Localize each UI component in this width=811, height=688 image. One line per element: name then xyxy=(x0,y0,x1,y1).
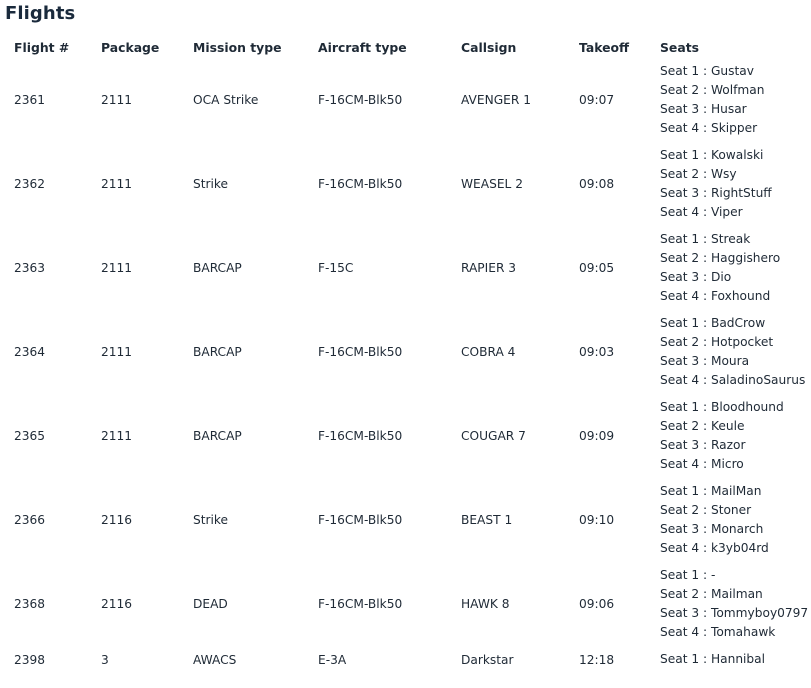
seat-entry: Seat 4 : Foxhound xyxy=(660,288,771,303)
aircraft-type-cell: F-16CM-Blk50 xyxy=(318,93,403,107)
seat-entry: Seat 2 : Mailman xyxy=(660,587,763,602)
table-row xyxy=(5,478,811,562)
aircraft-type-cell: F-16CM-Blk50 xyxy=(318,177,403,191)
seat-entry: Seat 1 : Bloodhound xyxy=(660,400,784,415)
mission-type-cell: Strike xyxy=(193,513,229,527)
package-cell: 2111 xyxy=(101,345,133,359)
callsign-cell: HAWK 8 xyxy=(461,597,510,611)
seats-cell xyxy=(651,310,811,394)
seat-entry: Seat 3 : Moura xyxy=(660,354,750,368)
seat-entry: Seat 3 : Husar xyxy=(660,102,747,116)
column-header-callsign: Callsign xyxy=(461,39,517,55)
seat-entry: Seat 3 : RightStuff xyxy=(660,186,772,200)
flight-cell: 2365 xyxy=(14,429,46,443)
seats-cell xyxy=(651,478,811,562)
callsign-cell: Darkstar xyxy=(461,652,514,667)
seat-entry: Seat 1 : BadCrow xyxy=(660,316,766,331)
seat-entry: Seat 3 : Razor xyxy=(660,438,746,452)
mission-type-cell: BARCAP xyxy=(193,261,242,275)
flight-cell: 2362 xyxy=(14,177,46,191)
flight-cell: 2361 xyxy=(14,93,46,107)
package-cell: 2111 xyxy=(101,429,133,443)
takeoff-cell: 09:06 xyxy=(579,597,615,611)
table-row xyxy=(5,58,811,142)
flight-cell: 2368 xyxy=(14,597,46,611)
seat-entry: Seat 2 : Wolfman xyxy=(660,83,765,98)
table-row xyxy=(5,646,811,673)
seat-entry: Seat 1 : MailMan xyxy=(660,484,762,499)
seats-cell xyxy=(651,394,811,478)
seats-cell xyxy=(651,142,811,226)
column-header-aircraft-type: Aircraft type xyxy=(318,39,407,55)
table-row xyxy=(5,226,811,310)
aircraft-type-cell: F-16CM-Blk50 xyxy=(318,429,403,443)
flight-cell: 2363 xyxy=(14,261,46,275)
flight-cell: 2364 xyxy=(14,345,46,359)
mission-type-cell: BARCAP xyxy=(193,345,242,359)
seat-entry: Seat 3 : Dio xyxy=(660,270,732,284)
table-row xyxy=(5,562,811,646)
seat-entry: Seat 4 : Viper xyxy=(660,204,743,219)
column-header-takeoff: Takeoff xyxy=(579,39,630,55)
aircraft-type-cell: E-3A xyxy=(318,652,347,667)
column-header-package: Package xyxy=(101,39,160,55)
mission-type-cell: BARCAP xyxy=(193,429,242,443)
seat-entry: Seat 1 : Hannibal xyxy=(660,652,766,667)
column-header-mission-type: Mission type xyxy=(193,39,282,55)
seat-entry: Seat 1 : - xyxy=(660,568,716,583)
flight-cell: 2366 xyxy=(14,513,46,527)
table-body xyxy=(5,58,811,673)
seats-cell xyxy=(651,58,811,142)
takeoff-cell: 09:03 xyxy=(579,345,615,359)
callsign-cell: COBRA 4 xyxy=(461,345,516,359)
seat-entry: Seat 2 : Wsy xyxy=(660,167,737,182)
callsign-cell: WEASEL 2 xyxy=(461,177,523,191)
flights-table xyxy=(5,36,811,673)
seats-cell xyxy=(651,646,811,673)
takeoff-cell: 09:09 xyxy=(579,429,615,443)
seat-entry: Seat 4 : k3yb04rd xyxy=(660,540,769,555)
takeoff-cell: 12:18 xyxy=(579,652,615,667)
seat-entry: Seat 2 : Hotpocket xyxy=(660,335,774,350)
callsign-cell: RAPIER 3 xyxy=(461,261,517,275)
callsign-cell: AVENGER 1 xyxy=(461,93,531,107)
package-cell: 2111 xyxy=(101,93,133,107)
seat-entry: Seat 4 : Tomahawk xyxy=(660,624,776,639)
seat-entry: Seat 2 : Stoner xyxy=(660,503,752,518)
flight-cell: 2398 xyxy=(14,652,46,667)
table-row xyxy=(5,310,811,394)
takeoff-cell: 09:10 xyxy=(579,513,615,527)
package-cell: 2116 xyxy=(101,513,133,527)
seat-entry: Seat 1 : Streak xyxy=(660,232,751,247)
takeoff-cell: 09:08 xyxy=(579,177,615,191)
mission-type-cell: DEAD xyxy=(193,597,228,611)
seat-entry: Seat 1 : Gustav xyxy=(660,64,754,79)
callsign-cell: COUGAR 7 xyxy=(461,429,526,443)
mission-type-cell: AWACS xyxy=(193,652,237,667)
seat-entry: Seat 1 : Kowalski xyxy=(660,148,764,163)
seat-entry: Seat 2 : Keule xyxy=(660,419,745,434)
mission-type-cell: OCA Strike xyxy=(193,93,259,107)
seat-entry: Seat 3 : Monarch xyxy=(660,522,764,536)
column-header-seats: Seats xyxy=(660,39,699,55)
table-header-row xyxy=(5,36,811,58)
seat-entry: Seat 4 : SaladinoSaurus xyxy=(660,372,806,387)
aircraft-type-cell: F-16CM-Blk50 xyxy=(318,513,403,527)
package-cell: 2116 xyxy=(101,597,133,611)
seat-entry: Seat 2 : Haggishero xyxy=(660,251,781,266)
aircraft-type-cell: F-16CM-Blk50 xyxy=(318,345,403,359)
seat-entry: Seat 4 : Skipper xyxy=(660,120,758,135)
page-title: Flights xyxy=(5,3,76,24)
aircraft-type-cell: F-16CM-Blk50 xyxy=(318,597,403,611)
callsign-cell: BEAST 1 xyxy=(461,513,513,527)
seats-cell xyxy=(651,226,811,310)
table-row xyxy=(5,394,811,478)
aircraft-type-cell: F-15C xyxy=(318,261,354,275)
table-row xyxy=(5,142,811,226)
column-header-flight: Flight # xyxy=(14,39,70,55)
seat-entry: Seat 4 : Micro xyxy=(660,456,744,471)
takeoff-cell: 09:07 xyxy=(579,93,615,107)
package-cell: 2111 xyxy=(101,261,133,275)
mission-type-cell: Strike xyxy=(193,177,229,191)
seats-cell xyxy=(651,562,811,646)
seat-entry: Seat 3 : Tommyboy0797 xyxy=(660,606,809,620)
package-cell: 2111 xyxy=(101,177,133,191)
takeoff-cell: 09:05 xyxy=(579,261,615,275)
package-cell: 3 xyxy=(101,652,109,667)
